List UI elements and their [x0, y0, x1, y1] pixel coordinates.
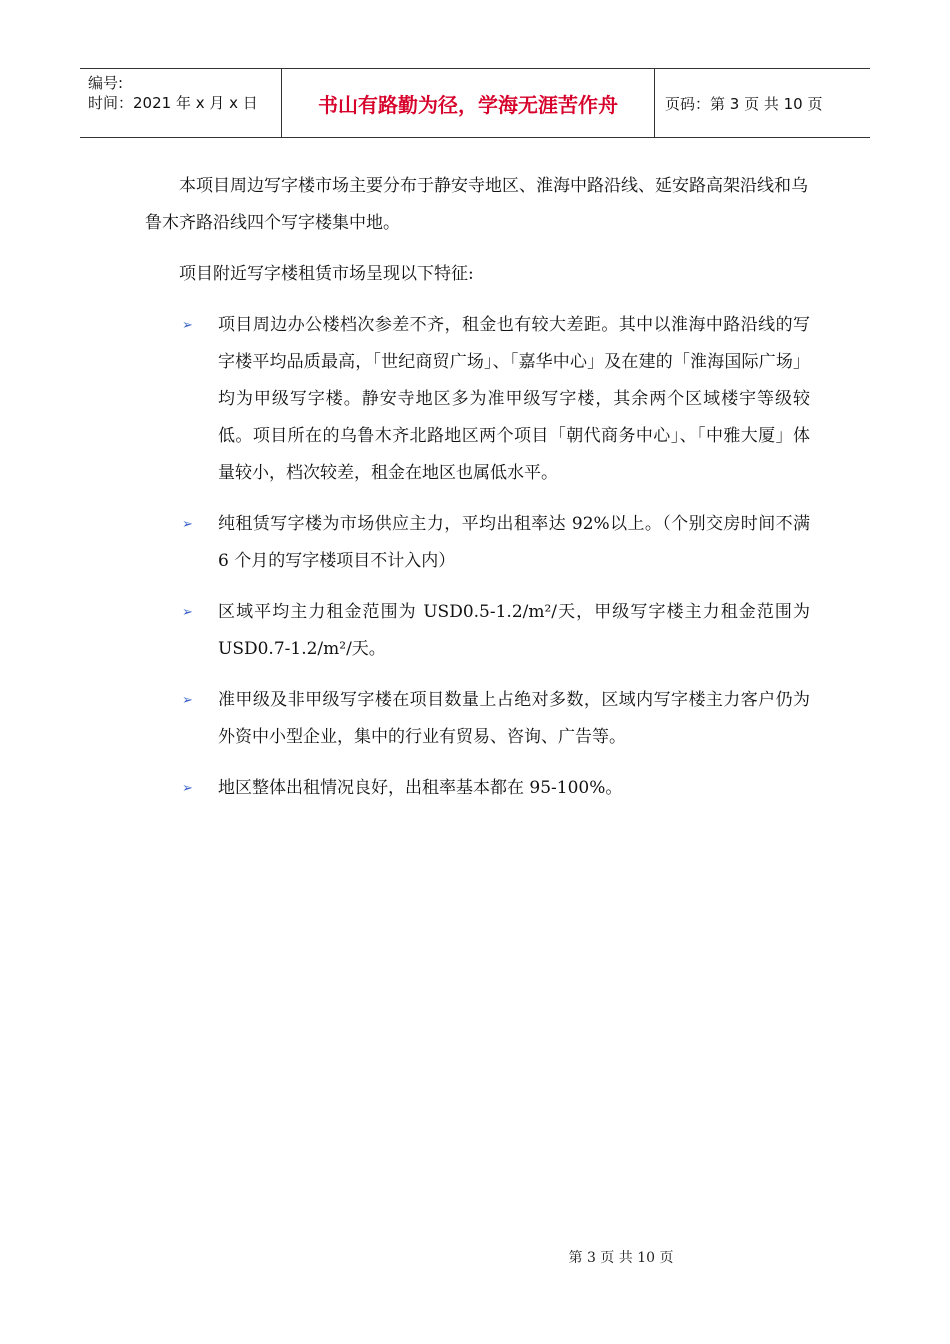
document-header: [80, 68, 870, 138]
number-label: 编号:: [88, 74, 124, 92]
arrow-right-icon: ➢: [182, 693, 193, 708]
time-label: 时间：2021 年 x 月 x 日: [88, 94, 258, 112]
list-item-text: 项目周边办公楼档次参差不齐，租金也有较大差距。其中以淮海中路沿线的写字楼平均品质最高，「世纪商贸广场」、「嘉华中心」及在建的「淮海国际广场」均为甲级写字楼。静安寺地区多为准甲级写字楼，其余两个区域楼宇等级较低。项目所在的乌鲁木齐北路地区两个项目「朝代商务中心」、「中雅大厦」体量较小，档次较差，租金在地区也属低水平。: [218, 315, 810, 483]
paragraph: 本项目周边写字楼市场主要分布于静安寺地区、淮海中路沿线、延安路高架沿线和乌鲁木齐路沿线四个写字楼集中地。: [145, 176, 808, 233]
list-item-text: 区域平均主力租金范围为 USD0.5-1.2/m²/天，甲级写字楼主力租金范围为 USD0.7-1.2/m²/天。: [218, 602, 810, 659]
header-page-info: 页码：第 3 页 共 10 页: [665, 94, 823, 113]
list-item-text: 准甲级及非甲级写字楼在项目数量上占绝对多数，区域内写字楼主力客户仍为外资中小型企业，集中的行业有贸易、咨询、广告等。: [218, 690, 810, 747]
header-motto: 书山有路勤为径，学海无涯苦作舟: [282, 69, 655, 137]
list-item-text: 地区整体出租情况良好，出租率基本都在 95-100%。: [218, 778, 623, 798]
arrow-right-icon: ➢: [182, 517, 193, 532]
page-footer: 第 3 页 共 10 页: [568, 1250, 674, 1266]
document-body: [145, 168, 810, 821]
feature-list: [145, 307, 810, 807]
arrow-right-icon: ➢: [182, 318, 193, 333]
arrow-right-icon: ➢: [182, 605, 193, 620]
list-item: [145, 770, 810, 807]
paragraph: 项目附近写字楼租赁市场呈现以下特征:: [179, 264, 474, 284]
list-item: [145, 506, 810, 580]
list-item: [145, 594, 810, 668]
header-meta: [80, 69, 282, 137]
list-item: [145, 307, 810, 492]
list-item-text: 纯租赁写字楼为市场供应主力，平均出租率达 92%以上。（个别交房时间不满 6 个月的写字楼项目不计入内）: [218, 514, 810, 571]
arrow-right-icon: ➢: [182, 781, 193, 796]
list-item: [145, 682, 810, 756]
